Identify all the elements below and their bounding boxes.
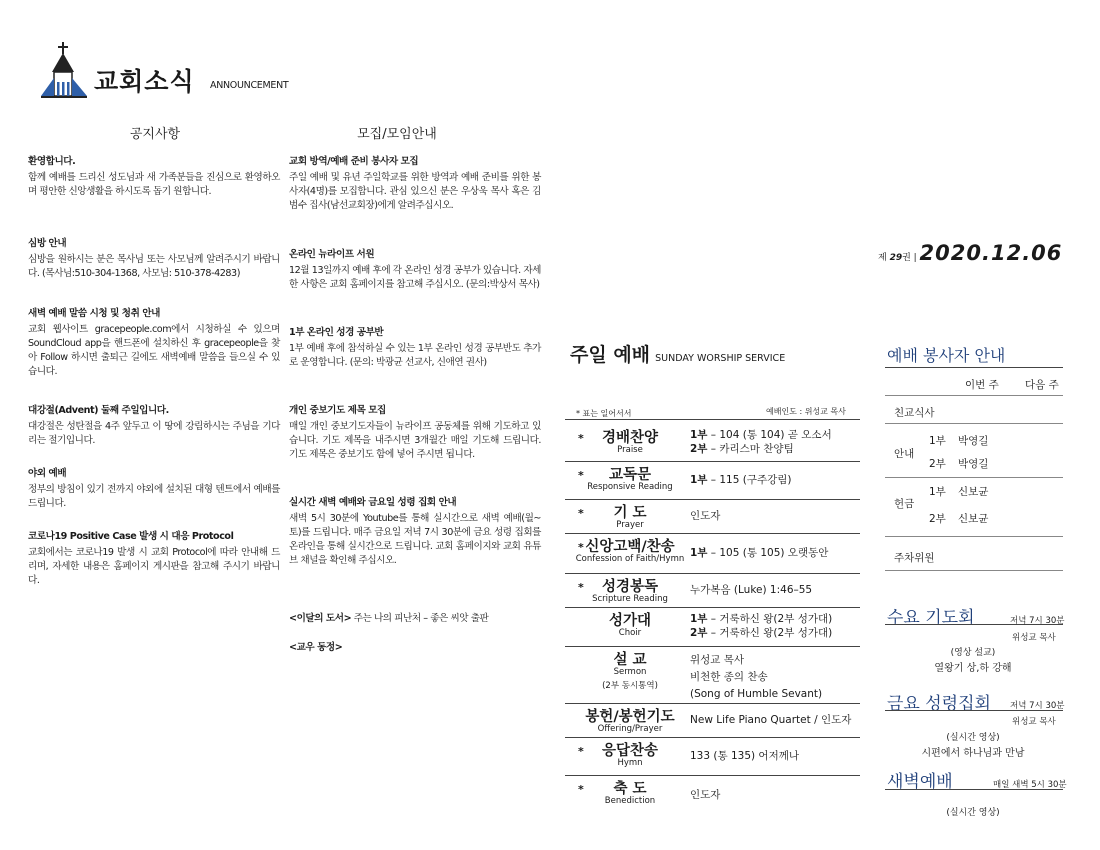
worship-item-detail [690, 583, 812, 597]
worship-item-detail [690, 713, 851, 727]
notice-body: 교회 웹사이트 gracepeople.com에서 시청하실 수 있으며 SoundCloud app을 핸드폰에 설치하신 후 gracepeople을 찾아 Follow 하시면 출퇴근 길에도 새벽예배 말씀을 들으실 수 있습니다. [28, 324, 280, 377]
church-logo [41, 40, 87, 98]
divider [885, 423, 1063, 424]
worship-item-detail [690, 612, 832, 640]
worship-item-detail [690, 473, 792, 487]
dawn-note: (실시간 영상) [946, 808, 1000, 818]
worship-item-label [570, 463, 690, 492]
worship-item-en: Benediction [604, 796, 656, 806]
divider [885, 367, 1063, 368]
volume-prefix: 제 [878, 253, 890, 263]
detail-text: New Life Piano Quartet / 인도자 [690, 713, 852, 726]
divider [885, 536, 1063, 537]
recruit-item-title: 1부 온라인 성경 공부반 [289, 327, 384, 338]
worship-detail-line [690, 583, 812, 597]
detail-text: 133 (통 135) 어저께나 [690, 749, 800, 762]
divider [565, 775, 860, 776]
worship-detail-line [690, 442, 832, 456]
page-subtitle: ANNOUNCEMENT [210, 80, 289, 91]
worship-detail-line [690, 669, 822, 686]
offering-label: 헌금 [894, 498, 915, 510]
recruit-item-title: 실시간 새벽 예배와 금요일 성령 집회 안내 [289, 497, 457, 508]
worship-detail-line [690, 612, 832, 626]
recruit-title: 모집/모임안내 [357, 127, 437, 142]
notices-title: 공지사항 [129, 127, 181, 142]
worship-item-label [570, 739, 690, 768]
worship-item-en: Prayer [616, 520, 644, 530]
detail-text: 인도자 [690, 509, 721, 522]
detail-text: 위성교 목사 [690, 654, 745, 666]
wednesday-note: (영상 설교) [950, 648, 996, 658]
divider [885, 477, 1063, 478]
worship-item-label [570, 575, 690, 604]
divider [565, 573, 860, 574]
book-label: <이달의 도서> [289, 613, 352, 624]
worship-leader: 예배인도 : 위성교 목사 [766, 407, 846, 416]
friday-speaker: 위성교 목사 [1012, 717, 1056, 727]
offering-part: 2부 [929, 513, 946, 525]
worship-item-label [570, 426, 690, 455]
friday-title: 금요 성령집회 [887, 694, 991, 714]
member-news-label: <교우 동정> [289, 642, 343, 653]
detail-text: 인도자 [690, 788, 721, 801]
notice-title: 환영합니다. [28, 156, 76, 167]
standing-note: * 표는 일어서서 [576, 409, 632, 418]
worship-item-label [570, 648, 690, 691]
standing-star: * [578, 745, 584, 758]
standing-star: * [578, 507, 584, 520]
wednesday-speaker: 위성교 목사 [1012, 633, 1056, 643]
divider [565, 419, 860, 420]
worship-item-en: Choir [618, 628, 642, 638]
worship-item-detail [690, 652, 822, 703]
worship-item-label [570, 501, 690, 530]
worship-item-en: Scripture Reading [592, 594, 668, 604]
guide-part: 2부 [929, 458, 946, 470]
worship-item-ko: 성가대 [608, 613, 652, 629]
notice-title: 새벽 예배 말씀 시청 및 청취 안내 [28, 308, 160, 319]
friday-time: 저녁 7시 30분 [1010, 701, 1065, 711]
detail-text: – 115 (구주강림) [707, 473, 792, 486]
member-news [289, 641, 541, 655]
worship-detail-line [690, 788, 720, 802]
worship-item-detail [690, 749, 799, 763]
worship-item-detail [690, 546, 828, 560]
notice-body: 교회에서는 코로나19 발생 시 교회 Protocol에 따라 안내해 드리며, 자세한 내용은 홈페이지 게시판을 참고해 주시기 바랍니다. [28, 547, 280, 586]
worship-title: 주일 예배 [570, 344, 651, 366]
service-part: 1부 [690, 428, 708, 441]
page-title: 교회소식 [94, 67, 195, 96]
dawn-title: 새벽예배 [887, 772, 953, 792]
standing-star: * [578, 469, 584, 482]
worship-item-label [570, 705, 690, 734]
worship-detail-line [690, 749, 799, 763]
recruit-item [289, 326, 541, 370]
divider [565, 737, 860, 738]
detail-text: – 카리스마 찬양팀 [707, 442, 794, 455]
service-part: 2부 [690, 442, 708, 455]
notice-body: 대강절은 성탄절을 4주 앞두고 이 땅에 강림하시는 주님을 기다리는 절기입니다. [28, 421, 280, 446]
worship-detail-line [690, 428, 832, 442]
offering-name: 신보균 [958, 486, 989, 498]
fellowship-label: 친교식사 [894, 407, 935, 419]
worship-detail-line [690, 686, 822, 703]
detail-text: 비천한 종의 찬송 [690, 671, 768, 683]
book-of-month [289, 612, 541, 626]
worship-header [570, 340, 785, 367]
recruit-item-title: 교회 방역/예배 준비 봉사자 모집 [289, 156, 419, 167]
detail-text: (Song of Humble Sevant) [690, 688, 823, 700]
worship-item-ko: 기 도 [613, 505, 647, 521]
friday-note: (실시간 영상) [946, 733, 1000, 743]
divider [565, 533, 860, 534]
volunteers-title: 예배 봉사자 안내 [887, 346, 1006, 365]
notice-body: 심방을 원하시는 분은 목사님 또는 사모님께 알려주시기 바랍니다. (목사님:510-304-1368, 사모님: 510-378-4283) [28, 254, 280, 279]
notice-item [28, 530, 280, 588]
notice-item [28, 237, 280, 281]
volume-number: 29 [889, 253, 903, 263]
worship-detail-line [690, 473, 792, 487]
worship-item-detail [690, 428, 832, 456]
worship-item-detail [690, 509, 720, 523]
worship-subtitle: SUNDAY WORSHIP SERVICE [655, 353, 786, 364]
notice-item [28, 155, 280, 199]
detail-text: – 거룩하신 왕(2부 성가대) [707, 612, 833, 625]
worship-detail-line [690, 713, 851, 727]
notice-title: 심방 안내 [28, 238, 67, 249]
wednesday-time: 저녁 7시 30분 [1010, 616, 1065, 626]
worship-detail-line [690, 652, 822, 669]
worship-item-ko: 응답찬송 [601, 743, 659, 759]
worship-item-en: Hymn [617, 758, 643, 768]
notice-title: 코로나19 Positive Case 발생 시 대응 Protocol [28, 531, 234, 542]
detail-text: – 104 (통 104) 곧 오소서 [707, 428, 832, 441]
notice-item [28, 404, 280, 448]
church-icon [41, 40, 87, 98]
wednesday-title: 수요 기도회 [887, 608, 975, 628]
worship-item-en: Sermon [613, 667, 647, 677]
wednesday-text: 열왕기 상,하 강해 [934, 663, 1012, 674]
recruit-item-body: 12월 13일까지 예배 후에 각 온라인 성경 공부가 있습니다. 자세한 사항은 교회 홈페이지를 참고해 주십시오. (문의:박상서 목사) [289, 265, 541, 290]
worship-item-en: Offering/Prayer [597, 724, 663, 734]
worship-item-ko: 설 교 [613, 652, 647, 668]
book-text: 주는 나의 피난처 – 좋은 씨앗 출판 [351, 613, 489, 624]
standing-star: * [578, 432, 584, 445]
worship-item-label [570, 777, 690, 806]
standing-star: * [578, 541, 584, 554]
divider [885, 570, 1063, 571]
recruit-item-body: 매일 개인 중보기도자들이 뉴라이프 공동체를 위해 기도하고 있습니다. 기도 제목을 내주시면 3개월간 매일 기도해 드립니다. 기도 제목은 중보기도 함에 넣어 주시면 됩니다. [289, 421, 541, 460]
worship-item-label [570, 609, 690, 638]
col-next-week: 다음 주 [1025, 379, 1059, 391]
divider [565, 646, 860, 647]
detail-text: – 105 (통 105) 오랫동안 [707, 546, 829, 559]
divider [565, 607, 860, 608]
service-part: 1부 [690, 546, 708, 559]
worship-detail-line [690, 546, 828, 560]
issue-date-line [878, 241, 1062, 265]
worship-detail-line [690, 509, 720, 523]
notice-item [28, 307, 280, 379]
worship-item-label [570, 535, 690, 564]
notice-body: 정부의 방침이 있기 전까지 야외에 설치된 대형 텐트에서 예배를 드립니다. [28, 484, 280, 509]
notice-title: 대강절(Advent) 둘째 주일입니다. [28, 405, 169, 416]
divider [565, 703, 860, 704]
divider [565, 499, 860, 500]
worship-item-note: (2부 동시통역) [602, 681, 658, 691]
detail-text: 누가복음 (Luke) 1:46–55 [690, 583, 813, 596]
standing-star: * [578, 783, 584, 796]
detail-text: – 거룩하신 왕(2부 성가대) [707, 626, 833, 639]
worship-item-ko: 교독문 [608, 467, 652, 483]
worship-item-ko: 경배찬양 [601, 430, 659, 446]
offering-name: 신보균 [958, 513, 989, 525]
worship-item-ko: 성경봉독 [601, 579, 659, 595]
divider [565, 461, 860, 462]
worship-item-ko: 봉헌/봉헌기도 [585, 709, 675, 725]
recruit-item [289, 155, 541, 213]
worship-item-ko: 신앙고백/찬송 [585, 539, 675, 555]
col-this-week: 이번 주 [965, 379, 999, 391]
guide-part: 1부 [929, 435, 946, 447]
recruit-item-body: 새벽 5시 30분에 Youtube를 통해 실시간으로 새벽 예배(월~토)를 드립니다. 매주 금요일 저녁 7시 30분에 금요 성령 집회를 온라인을 통해 실시간으로 드립니다. 교회 홈페이지와 교회 유튜브 채널을 확인해 주십시오. [289, 513, 541, 566]
worship-item-en: Praise [617, 445, 643, 455]
parking-label: 주차위원 [894, 552, 935, 564]
recruit-item-title: 개인 중보기도 제목 모집 [289, 405, 386, 416]
recruit-item-body: 주일 예배 및 유년 주일학교를 위한 방역과 예배 준비를 위한 봉사자(4명)를 모집합니다. 관심 있으신 분은 우상욱 목사 혹은 김범수 집사(남선교회장)에게 알려주십시오. [289, 172, 541, 211]
notice-title: 야외 예배 [28, 468, 67, 479]
worship-item-en: Confession of Faith/Hymn [575, 554, 685, 564]
recruit-item [289, 496, 541, 568]
recruit-item [289, 404, 541, 462]
worship-item-detail [690, 788, 720, 802]
volume-suffix: 권 | [902, 253, 920, 263]
divider [885, 395, 1063, 396]
service-part: 1부 [690, 473, 708, 486]
offering-part: 1부 [929, 486, 946, 498]
recruit-item [289, 248, 541, 292]
standing-star: * [578, 581, 584, 594]
guide-label: 안내 [894, 448, 915, 460]
recruit-item-title: 온라인 뉴라이프 서원 [289, 249, 375, 260]
service-part: 2부 [690, 626, 708, 639]
guide-name: 박영길 [958, 435, 989, 447]
service-part: 1부 [690, 612, 708, 625]
dawn-time: 매일 새벽 5시 30분 [993, 780, 1067, 790]
notice-body: 함께 예배를 드리신 성도님과 새 가족분들을 진심으로 환영하오며 평안한 신앙생활을 하시도록 돕기 원합니다. [28, 172, 280, 197]
notice-item [28, 467, 280, 511]
worship-item-ko: 축 도 [613, 781, 647, 797]
friday-text: 시편에서 하나님과 만남 [921, 748, 1025, 759]
issue-date: 2020.12.06 [919, 241, 1063, 265]
worship-detail-line [690, 626, 832, 640]
recruit-item-body: 1부 예배 후에 참석하실 수 있는 1부 온라인 성경 공부반도 추가로 운영합니다. (문의: 박광균 선교사, 신애연 권사) [289, 343, 541, 368]
worship-item-en: Responsive Reading [587, 482, 673, 492]
guide-name: 박영길 [958, 458, 989, 470]
